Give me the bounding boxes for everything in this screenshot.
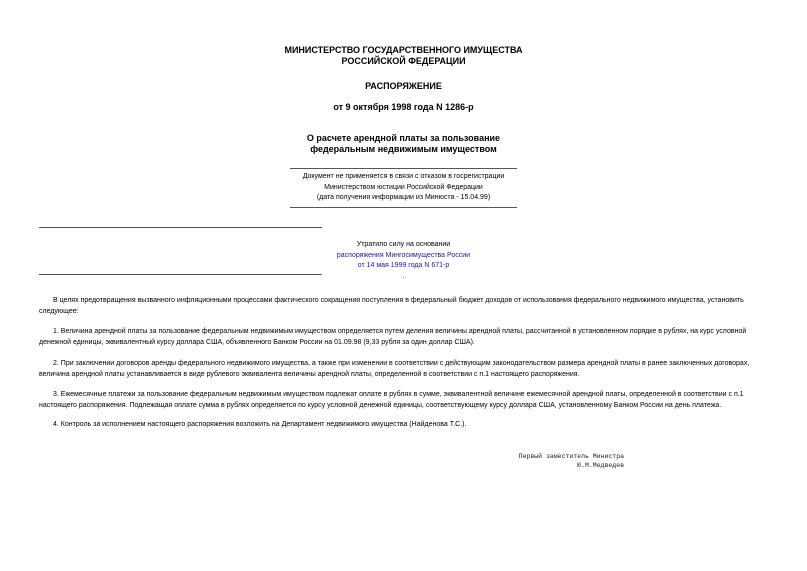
status-note-line-2: Министерством юстиции Российской Федерации xyxy=(324,183,483,191)
repeal-link-line-1[interactable]: распоряжения Мингосимущества России xyxy=(336,251,471,259)
clause-1-paragraph xyxy=(39,327,769,348)
divider-top xyxy=(39,227,322,228)
order-type: РАСПОРЯЖЕНИЕ xyxy=(365,81,442,91)
ministry-name xyxy=(0,45,807,67)
repeal-link-line-2[interactable]: от 14 мая 1999 года N 671-р xyxy=(357,262,450,269)
preamble-paragraph xyxy=(39,296,769,317)
ministry-line-1: МИНИСТЕРСТВО ГОСУДАРСТВЕННОГО ИМУЩЕСТВА xyxy=(284,45,523,55)
repeal-notice xyxy=(290,240,517,282)
order-title-line-1: О расчете арендной платы за пользование xyxy=(306,133,501,143)
paragraph-text: 3. Ежемесячные платежи за пользование федеральным недвижимым имуществом подлежат оплате в рублях в сумме, эквивалентной величине ежемесячной арендной платы, определенной в соответствии с п.1 настоящего распоряжения. Подлежащая оплате сумма в рублях определяется по курсу условной денежной единицы, соответствующему курсу доллара США, установленному Банком России на день платежа. xyxy=(39,391,744,409)
signatory-name: Ю.М.Медведев xyxy=(577,462,624,469)
divider-bottom xyxy=(39,274,322,275)
paragraph-text: В целях предотвращения вызванного инфляционными процессами фактического сокращения поступления в федеральный бюджет доходов от использования федерального недвижимого имущества, установить следующее: xyxy=(39,297,744,315)
order-date: от 9 октября 1998 года N 1286-р xyxy=(333,102,474,112)
order-title-line-2: федеральным недвижимым имуществом xyxy=(310,144,497,154)
signatory-position: Первый заместитель Министра xyxy=(518,453,624,460)
paragraph-text: 1. Величина арендной платы за пользование федеральным недвижимым имуществом определяется путем деления величины арендной платы, рассчитанной в установленном порядке в рублях, на курс условной денежной единицы, эквивалентный курсу доллара США, объявленного Банком России на 01.09.98 (9,33 рубля за один доллар США). xyxy=(39,328,747,346)
paragraph-text: 2. При заключении договоров аренды федерального недвижимого имущества, а также при изменении в соответствии с действующим законодательством размера арендной платы в ранее заключенных договорах, величина арендной платы устанавливается в виде рублевого эквивалента величины арендной платы, определенной в соответствии с п.1 настоящего распоряжения. xyxy=(39,360,750,378)
status-note xyxy=(290,168,517,208)
paragraph-text: 4. Контроль за исполнением настоящего распоряжения возложить на Департамент недвижимого имущества (Найденова Т.С.). xyxy=(53,421,467,428)
signature-block xyxy=(500,452,624,470)
clause-2-paragraph xyxy=(39,359,769,380)
status-note-line-3: (дата получения информации из Минюста - 15.04.99) xyxy=(316,194,491,201)
ministry-line-2: РОССИЙСКОЙ ФЕДЕРАЦИИ xyxy=(341,56,466,66)
repeal-notice-text: Утратило силу на основании xyxy=(356,241,451,248)
status-note-line-1: Документ не применяется в связи с отказом в госрегистрации xyxy=(302,173,505,180)
order-title xyxy=(0,133,807,155)
clause-4-paragraph xyxy=(39,420,769,431)
repeal-link-suffix: . xyxy=(402,272,405,280)
repeal-link-line-2-wrap xyxy=(290,261,517,282)
clause-3-paragraph xyxy=(39,390,769,411)
